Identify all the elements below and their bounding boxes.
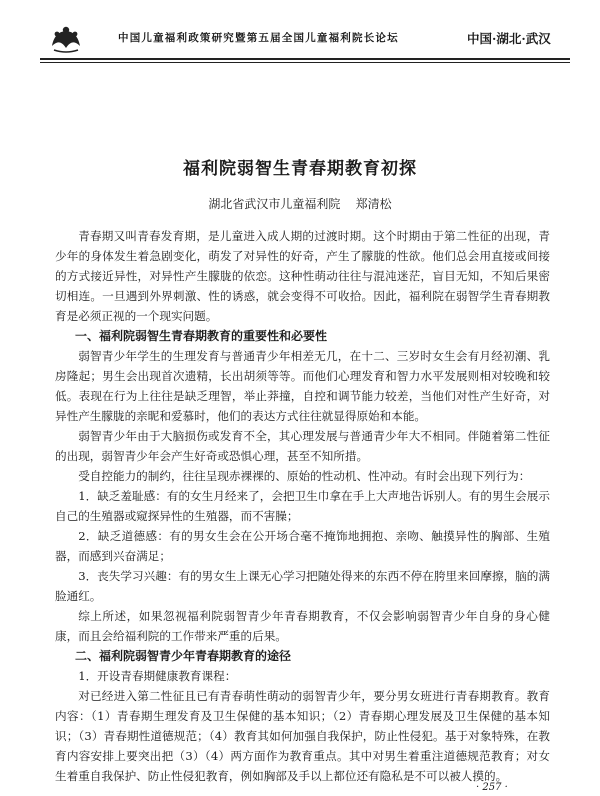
list-item: 3．丧失学习兴趣：有的男女生上课无心学习把随处得来的东西不停在胯里来回摩擦，脑的满脸通红。 <box>55 569 550 603</box>
header-location: 中国·湖北·武汉 <box>467 31 551 46</box>
forum-logo-icon <box>48 24 84 54</box>
section1-paragraph-1: 弱智青少年学生的生理发育与普通青少年相差无几，在十二、三岁时女生会有月经初潮、乳房隆起；男生会出现首次遗精，长出胡须等等。而他们心理发育和智力水平发展则相对较晚和较低。表现在行为上往往是缺乏理智，举止莽撞，自控和调节能力较差，当他们对性产生好奇，对异性产生朦胧的亲昵和爱慕时，他们的表达方式往往就显得原始和本能。 <box>55 349 550 423</box>
section2-paragraph-1: 对已经进入第二性征且已有青春萌性萌动的弱智青少年，要分男女班进行青春期教育。教育内容：（1）青春期生理发育及卫生保健的基本知识；（2）青春期心理发展及卫生保健的基本知识；（3）青春期性道德规范；（4）教育其如何加强自我保护，防止性侵犯。基于对象特殊，在教育内容安排上要突出把（3）（4）两方面作为教育重点。其中对男生着重注道德规范教育；对女生着重自我保护、防止性侵犯教育，例如胸部及手以上都位还有隐私是不可以被人摸的。 <box>55 689 550 783</box>
author-affiliation: 湖北省武汉市儿童福利院 郑清松 <box>208 197 392 211</box>
header-rule-thin <box>40 62 570 63</box>
intro-paragraph: 青春期又叫青春发育期，是儿童进入成人期的过渡时期。这个时期由于第二性征的出现，青少年的身体发生着急剧变化，萌发了对异性的好奇，产生了朦胧的性欲。他们总会用直接或间接的方式接近异性，对异性产生朦胧的依恋。这种性萌动往往与混沌迷茫，盲目无知，不知后果密切相连。一旦遇到外界刺激、性的诱惑，就会变得不可收拾。因此，福利院在弱智学生青春期教育是必须正视的一个现实问题。 <box>55 229 550 323</box>
article-body <box>55 226 550 786</box>
list-item: 1．缺乏羞耻感：有的女生月经来了，会把卫生巾拿在手上大声地告诉别人。有的男生会展示自己的生殖器或窥探异性的生殖器，而不害臊； <box>55 489 550 523</box>
list-item: 2．缺乏道德感：有的男女生会在公开场合毫不掩饰地拥抱、亲吻、触摸异性的胸部、生殖器，而感到兴奋满足； <box>55 529 550 563</box>
section-heading-1: 一、福利院弱智生青春期教育的重要性和必要性 <box>75 329 328 343</box>
article-title: 福利院弱智生青春期教育初探 <box>183 159 417 180</box>
list-item: 1．开设青春期健康教育课程： <box>78 669 237 683</box>
section1-paragraph-2: 弱智青少年由于大脑损伤或发育不全，其心理发展与普通青少年大不相同。伴随着第二性征的出现，弱智青少年会产生好奇或恐惧心理，甚至不知所措。 <box>55 429 550 463</box>
header-title: 中国儿童福利政策研究暨第五届全国儿童福利院长论坛 <box>118 32 399 44</box>
header-rule <box>40 58 570 60</box>
section1-paragraph-3: 受自控能力的制约，往往呈现赤裸裸的、原始的性动机、性冲动。有时会出现下列行为： <box>78 469 531 483</box>
section1-summary: 综上所述，如果忽视福利院弱智青少年青春期教育，不仅会影响弱智青少年自身的身心健康，而且会给福利院的工作带来严重的后果。 <box>55 609 550 643</box>
page-number: · 257 · <box>476 782 508 793</box>
section-heading-2: 二、福利院弱智青少年青春期教育的途径 <box>75 649 292 663</box>
